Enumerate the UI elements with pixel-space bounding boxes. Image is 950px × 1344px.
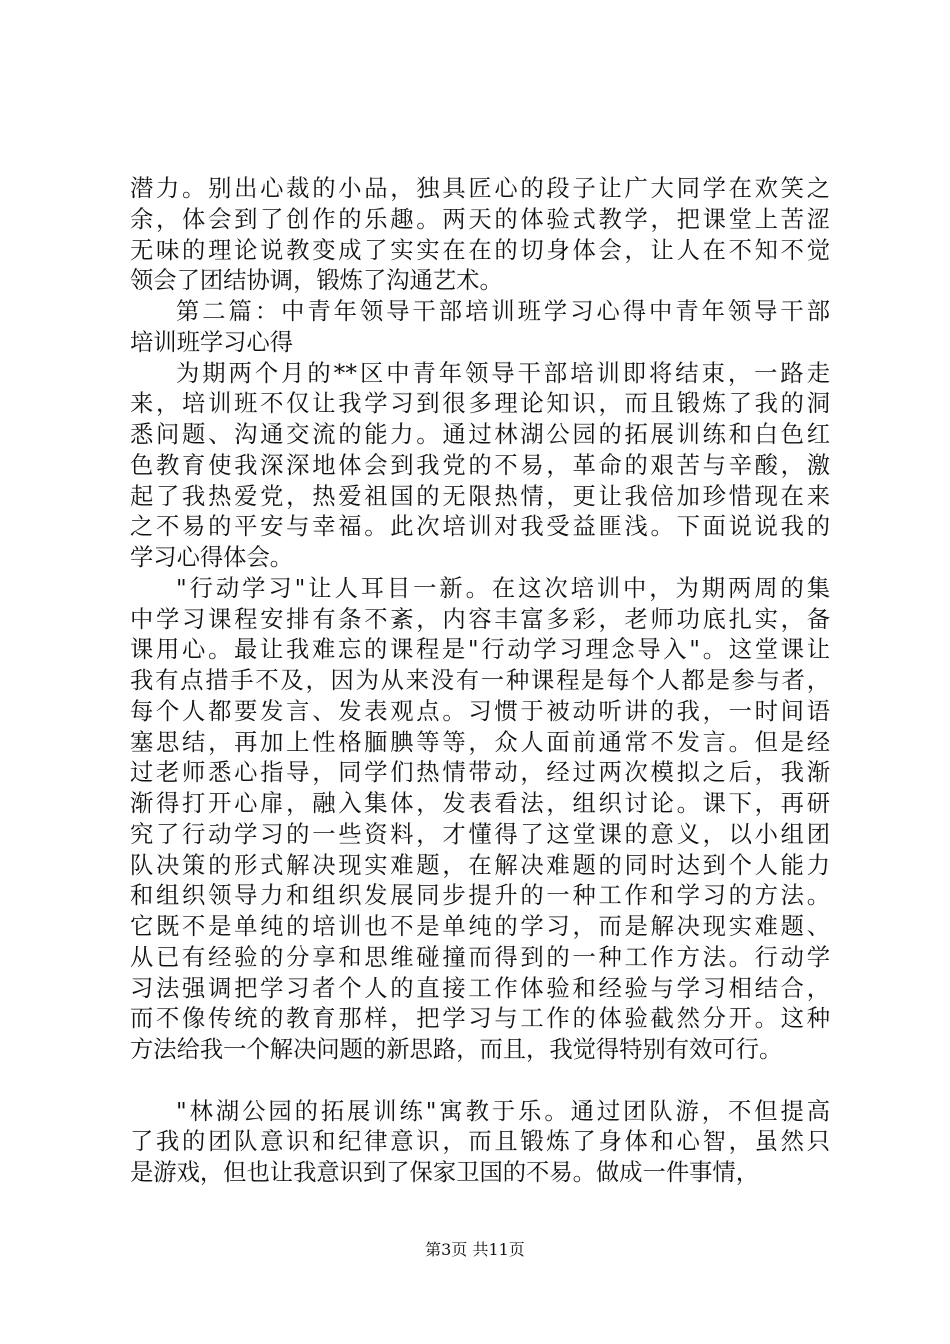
text-line: 每个人都要发言、发表观点。习惯于被动听讲的我，一时间语 — [130, 697, 830, 725]
text-line: 色教育使我深深地体会到我党的不易，革命的艰苦与辛酸，激 — [130, 451, 830, 479]
text-line: 潜力。别出心裁的小品，独具匠心的段子让广大同学在欢笑之 — [130, 175, 830, 202]
text-line: 过老师悉心指导，同学们热情带动，经过两次模拟之后，我渐 — [130, 759, 830, 787]
text-line: 了我的团队意识和纪律意识，而且锻炼了身体和心智，虽然只 — [130, 1128, 830, 1156]
text-line: 学习心得体会。 — [130, 544, 294, 571]
text-line: 队决策的形式解决现实难题，在解决难题的同时达到个人能力 — [130, 851, 830, 879]
text-line: 第二篇：中青年领导干部培训班学习心得中青年领导干部 — [176, 298, 830, 325]
text-line: 它既不是单纯的培训也不是单纯的学习，而是解决现实难题、 — [130, 913, 830, 940]
text-line: 培训班学习心得 — [130, 328, 294, 356]
text-line: 和组织领导力和组织发展同步提升的一种工作和学习的方法。 — [130, 882, 830, 910]
text-line: 是游戏，但也让我意识到了保家卫国的不易。做成一件事情， — [130, 1159, 760, 1186]
text-line: 究了行动学习的一些资料，才懂得了这堂课的意义，以小组团 — [130, 820, 830, 848]
text-line: 悉问题、沟通交流的能力。通过林湖公园的拓展训练和白色红 — [130, 421, 830, 448]
text-line: 习法强调把学习者个人的直接工作体验和经验与学习相结合， — [130, 974, 830, 1002]
text-line: 方法给我一个解决问题的新思路，而且，我觉得特别有效可行。 — [130, 1036, 783, 1063]
text-line: "林湖公园的拓展训练"寓教于乐。通过团队游，不但提高 — [176, 1097, 830, 1125]
text-line: 塞思结，再加上性格腼腆等等，众人面前通常不发言。但是经 — [130, 728, 830, 756]
text-line: 课用心。最让我难忘的课程是"行动学习理念导入"。这堂课让 — [130, 636, 830, 664]
text-line: 余，体会到了创作的乐趣。两天的体验式教学，把课堂上苦涩 — [130, 205, 830, 233]
text-line: 之不易的平安与幸福。此次培训对我受益匪浅。下面说说我的 — [130, 513, 830, 541]
document-body — [130, 174, 830, 1189]
text-line: 来，培训班不仅让我学习到很多理论知识，而且锻炼了我的洞 — [130, 390, 830, 418]
text-line: 中学习课程安排有条不紊，内容丰富多彩，老师功底扎实，备 — [130, 605, 830, 633]
text-line: 我有点措手不及，因为从来没有一种课程是每个人都是参与者， — [130, 667, 830, 694]
text-line: 为期两个月的**区中青年领导干部培训即将结束，一路走 — [176, 359, 830, 387]
text-line: 领会了团结协调，锻炼了沟通艺术。 — [130, 267, 503, 295]
text-line: 无味的理论说教变成了实实在在的切身体会，让人在不知不觉 — [130, 236, 830, 264]
text-line: 渐得打开心扉，融入集体，发表看法，组织讨论。课下，再研 — [130, 790, 830, 817]
text-line: "行动学习"让人耳目一新。在这次培训中，为期两周的集 — [176, 574, 830, 602]
text-line: 而不像传统的教育那样，把学习与工作的体验截然分开。这种 — [130, 1005, 830, 1033]
paragraph-gap — [130, 1066, 830, 1097]
text-line: 从已有经验的分享和思维碰撞而得到的一种工作方法。行动学 — [130, 943, 830, 971]
text-line: 起了我热爱党，热爱祖国的无限热情，更让我倍加珍惜现在来 — [130, 482, 830, 510]
page-number: 第3页 共11页 — [425, 1240, 525, 1259]
